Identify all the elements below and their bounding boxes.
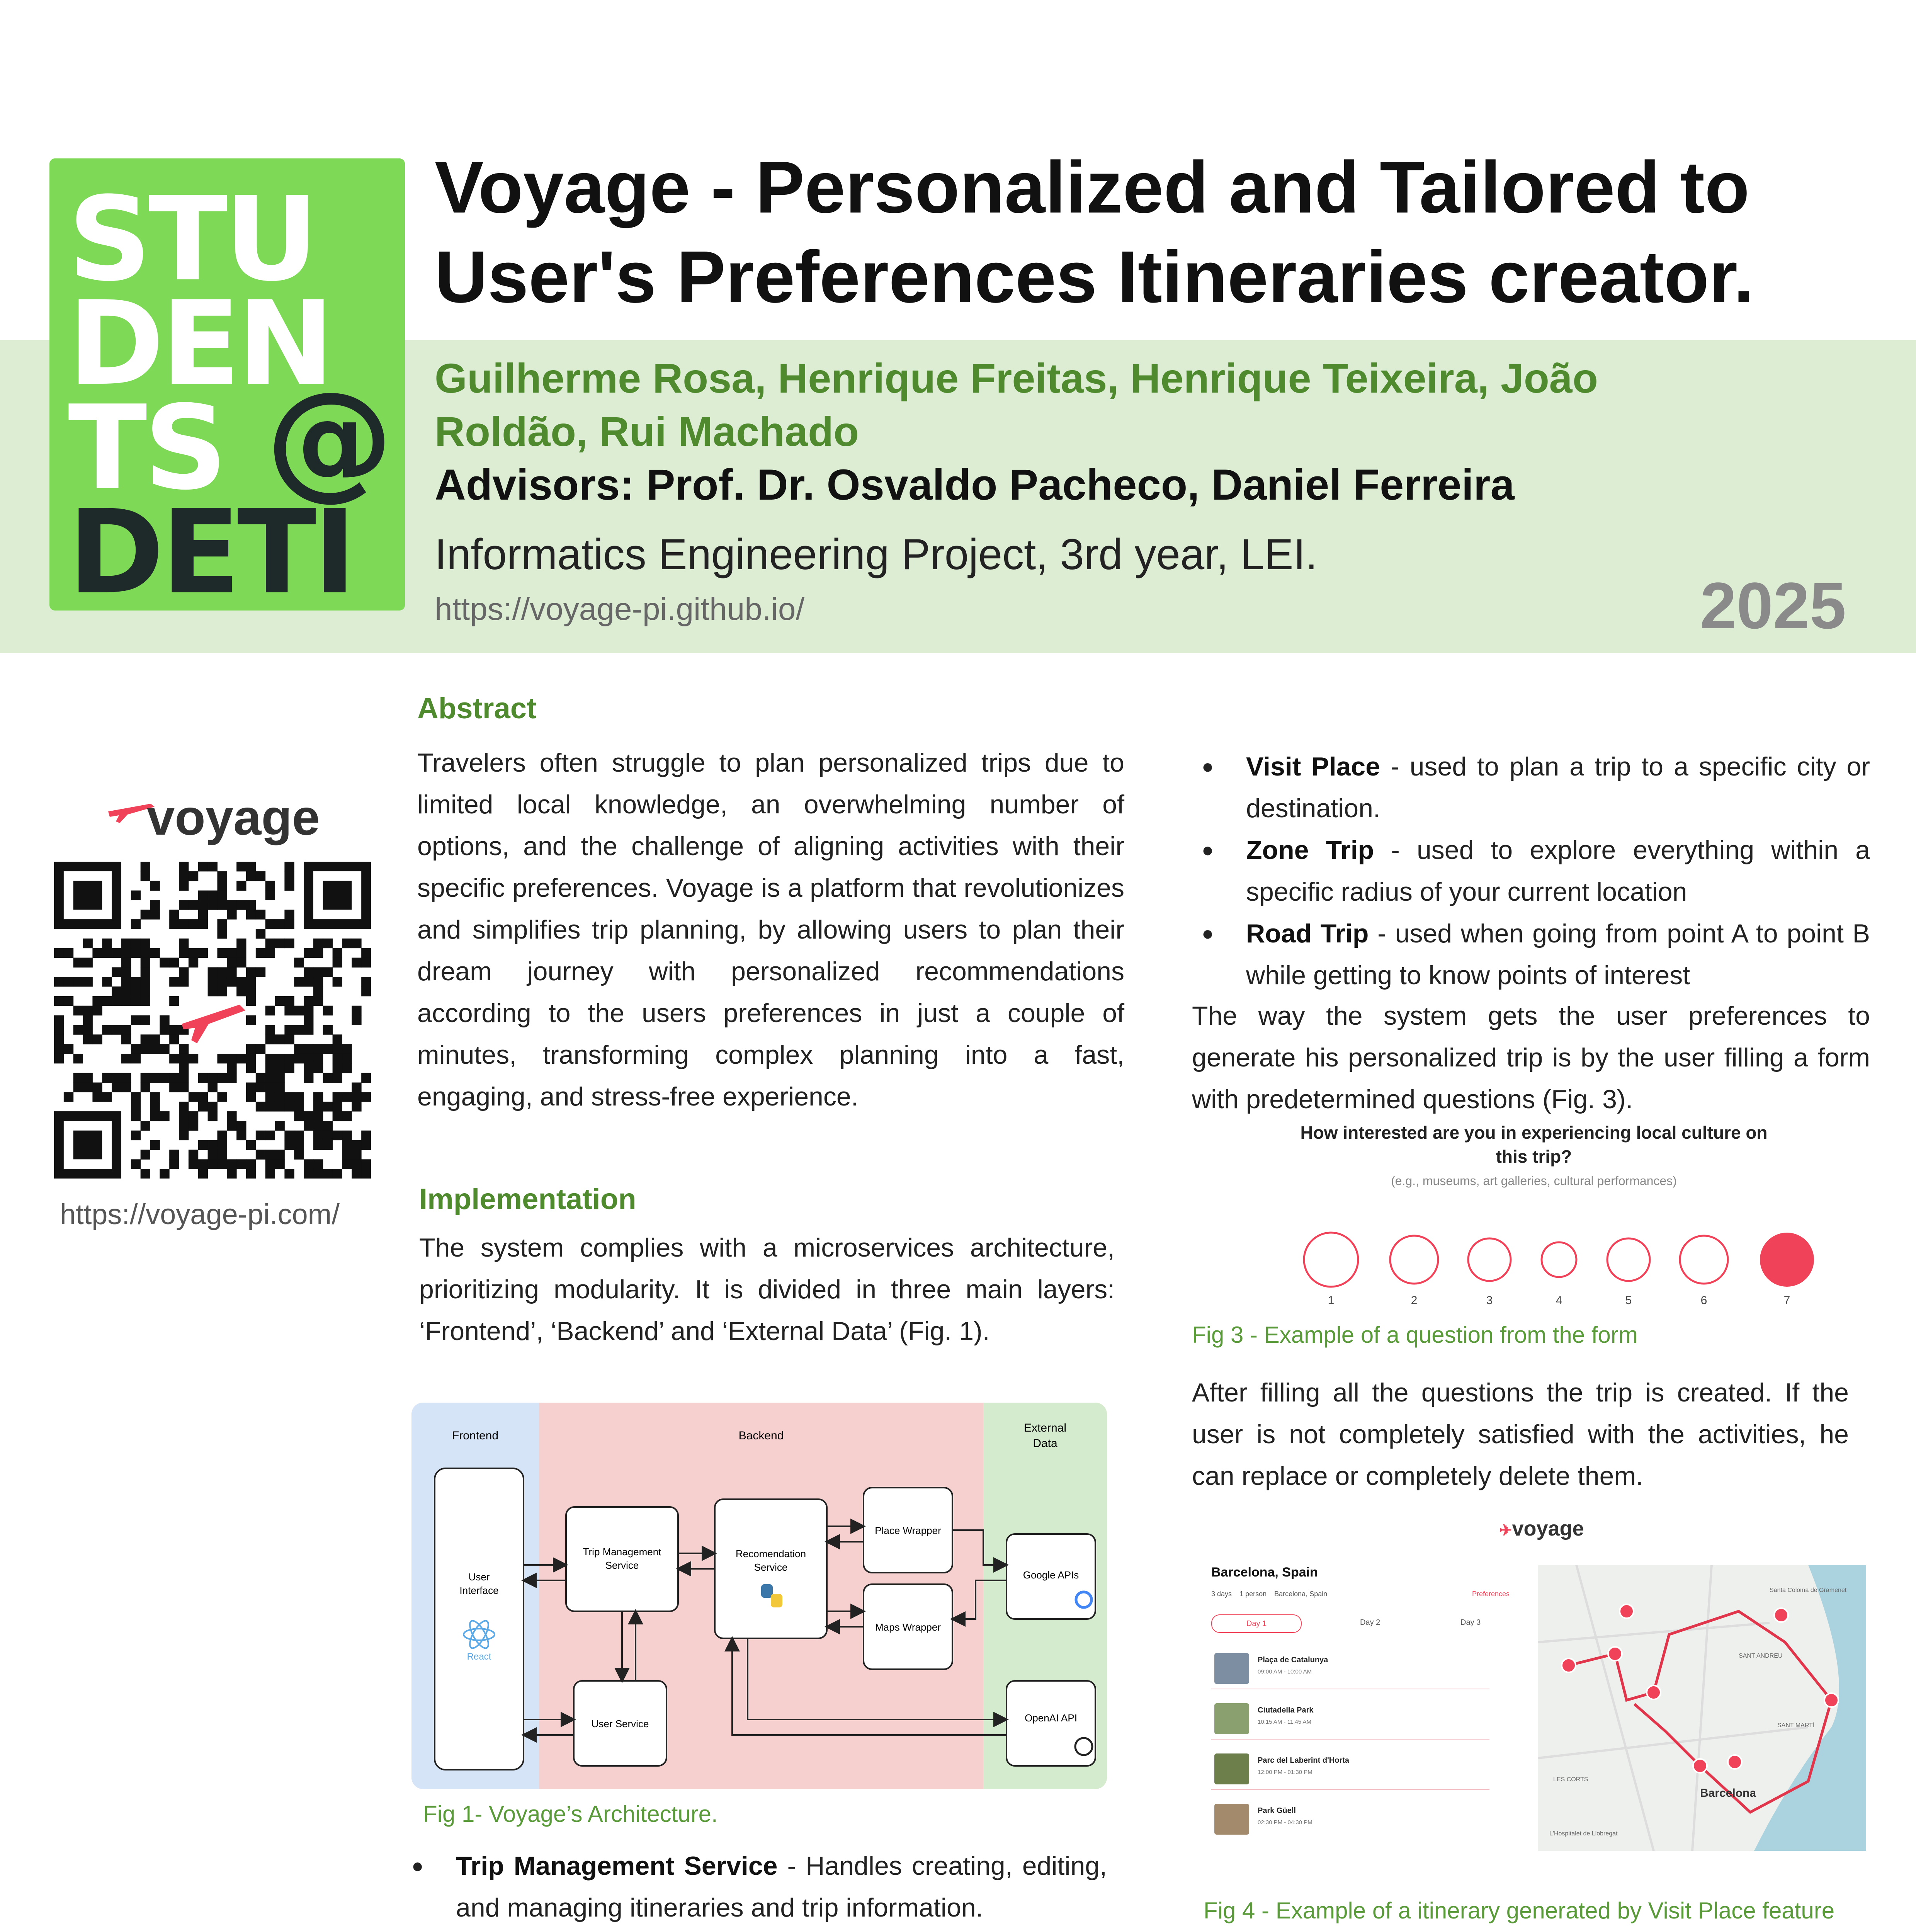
services-list <box>411 1845 1107 1932</box>
svg-text:Service: Service <box>754 1561 788 1573</box>
svg-text:Service: Service <box>605 1560 639 1571</box>
list-item <box>411 1929 1107 1932</box>
implementation-text: The system complies with a microservices architecture, prioritizing modularity. It is divided in three main layers: ‘Frontend’, ‘Backend’ and ‘External Data’ (Fig. 1). <box>419 1233 1115 1346</box>
students-deti-logo <box>49 158 405 611</box>
fig4-caption: Fig 4 - Example of a itinerary generated by Visit Place feature <box>1204 1898 1835 1923</box>
poster-title: Voyage - Personalized and Tailored to User's Preferences Itineraries creator. <box>435 146 1754 318</box>
svg-text:LES CORTS: LES CORTS <box>1553 1776 1588 1783</box>
preferences-text: The way the system gets the user preferences to generate his personalized trip is by the user filling a form with predetermined questions (Fig. 3). <box>1192 1001 1870 1114</box>
architecture-diagram <box>411 1403 1107 1791</box>
list-item: ● Trip Management Service - Handles creating, editing, and managing itineraries and trip information. <box>411 1845 1107 1929</box>
fig3-caption: Fig 3 - Example of a question from the form <box>1192 1322 1638 1348</box>
tab-day-1[interactable]: Day 1 <box>1211 1614 1302 1633</box>
qr-url[interactable]: https://voyage-pi.com/ <box>60 1198 340 1230</box>
list-item: ● Road Trip - used when going from point A to point B while getting to know points of interest <box>1202 913 1870 996</box>
external-label-2: Data <box>1033 1437 1057 1450</box>
svg-text:Place Wrapper: Place Wrapper <box>875 1525 941 1536</box>
svg-text:Interface: Interface <box>459 1585 499 1596</box>
list-item[interactable]: Parc del Laberint d'Horta 12:00 PM - 01:30 PM <box>1211 1747 1489 1790</box>
trip-management-box <box>566 1507 678 1611</box>
list-item[interactable]: Park Güell 02:30 PM - 04:30 PM <box>1211 1797 1489 1839</box>
itinerary-map[interactable] <box>1538 1565 1866 1851</box>
app-city: Barcelona, Spain <box>1211 1565 1318 1580</box>
frontend-label: Frontend <box>452 1429 499 1442</box>
rating-scale[interactable] <box>1283 1217 1843 1320</box>
project-url[interactable]: https://voyage-pi.github.io/ <box>435 592 805 627</box>
list-item[interactable]: Ciutadella Park 10:15 AM - 11:45 AM <box>1211 1696 1489 1740</box>
implementation-heading: Implementation <box>419 1183 636 1216</box>
list-item: ● Zone Trip - used to explore everything within a specific radius of your current location <box>1202 829 1870 913</box>
plane-icon: ✈ <box>1499 1522 1512 1539</box>
svg-text:1: 1 <box>1328 1294 1335 1307</box>
svg-text:7: 7 <box>1783 1294 1790 1307</box>
logo-line: TS <box>68 381 224 515</box>
rating-option-1[interactable] <box>1304 1233 1358 1287</box>
tab-day-2[interactable]: Day 2 <box>1360 1618 1380 1627</box>
svg-text:L'Hospitalet de Llobregat: L'Hospitalet de Llobregat <box>1549 1830 1618 1837</box>
fig1-caption: Fig 1- Voyage’s Architecture. <box>423 1801 718 1827</box>
logo-at: @ <box>266 364 390 513</box>
svg-text:User: User <box>468 1571 490 1583</box>
svg-text:Maps Wrapper: Maps Wrapper <box>875 1621 941 1633</box>
after-text: After filling all the questions the trip is created. If the user is not completely satisfied with the activities, he can replace or completely delete them. <box>1192 1378 1849 1491</box>
advisors: Advisors: Prof. Dr. Osvaldo Pacheco, Daniel Ferreira <box>435 461 1515 509</box>
svg-text:Barcelona: Barcelona <box>1700 1787 1756 1799</box>
activity-list <box>1211 1646 1489 1847</box>
logo-line: DEN <box>68 276 332 411</box>
svg-text:User Service: User Service <box>591 1718 649 1730</box>
svg-text:Google APIs: Google APIs <box>1023 1569 1079 1581</box>
svg-text:SANT MARTÍ: SANT MARTÍ <box>1777 1722 1815 1729</box>
svg-text:2: 2 <box>1411 1294 1418 1307</box>
app-brand: ✈voyage <box>1499 1517 1584 1540</box>
tab-day-3[interactable]: Day 3 <box>1460 1618 1481 1627</box>
list-item[interactable]: Plaça de Catalunya 09:00 AM - 10:00 AM <box>1211 1646 1489 1689</box>
list-item: ● Visit Place - used to plan a trip to a specific city or destination. <box>1202 746 1870 829</box>
svg-text:5: 5 <box>1625 1294 1632 1307</box>
svg-text:Trip Management: Trip Management <box>583 1546 661 1558</box>
place-thumbnail <box>1214 1653 1249 1684</box>
svg-text:Recomendation: Recomendation <box>735 1548 806 1560</box>
svg-text:OpenAI API: OpenAI API <box>1025 1712 1077 1724</box>
place-thumbnail <box>1214 1804 1249 1835</box>
abstract-heading: Abstract <box>417 692 537 725</box>
rating-option-4[interactable] <box>1542 1242 1576 1277</box>
features-list <box>1202 746 1870 996</box>
form-question: How interested are you in experiencing local culture on this trip? (e.g., museums, art galleries, cultural performances) <box>1300 1122 1768 1188</box>
rating-option-2[interactable] <box>1390 1236 1438 1284</box>
svg-text:3: 3 <box>1486 1294 1493 1307</box>
svg-text:Santa Coloma de Gramenet: Santa Coloma de Gramenet <box>1770 1587 1847 1594</box>
user-interface-box <box>435 1468 524 1770</box>
itinerary-screenshot <box>1205 1507 1870 1855</box>
year: 2025 <box>1700 569 1846 643</box>
svg-text:SANT ANDREU: SANT ANDREU <box>1739 1653 1783 1659</box>
place-thumbnail <box>1214 1753 1249 1784</box>
rating-option-3[interactable] <box>1468 1238 1511 1281</box>
external-label: External <box>1023 1422 1067 1434</box>
logo-line: STU <box>68 172 316 307</box>
abstract-text: Travelers often struggle to plan personalized trips due to limited local knowledge, an overwhelming number of options, and the challenge of aligning activities with their specific preferences. Voyage is a platform that revolutionizes and simplifies trip planning, by allowing users to plan their dream journey with personalized recommendations according to the users preferences in just a couple of minutes, transforming complex planning into a fast, engaging, and stress-free experience. <box>417 748 1124 1111</box>
place-thumbnail <box>1214 1703 1249 1734</box>
svg-text:6: 6 <box>1700 1294 1707 1307</box>
plane-icon <box>182 1005 245 1043</box>
app-preferences-button[interactable]: Preferences <box>1472 1590 1510 1598</box>
qr-code[interactable] <box>54 862 371 1180</box>
rating-option-6[interactable] <box>1680 1236 1728 1284</box>
logo-line: DETI <box>68 485 354 611</box>
rating-option-7-selected[interactable] <box>1760 1233 1814 1287</box>
course: Informatics Engineering Project, 3rd year, LEI. <box>435 530 1318 578</box>
svg-text:React: React <box>467 1651 491 1662</box>
app-trip-meta: 3 days 1 person Barcelona, Spain <box>1211 1590 1328 1598</box>
backend-label: Backend <box>738 1429 784 1442</box>
svg-text:4: 4 <box>1556 1294 1562 1307</box>
authors: Guilherme Rosa, Henrique Freitas, Henrique Teixeira, João Roldão, Rui Machado <box>435 355 1598 455</box>
rating-option-5[interactable] <box>1607 1238 1650 1281</box>
